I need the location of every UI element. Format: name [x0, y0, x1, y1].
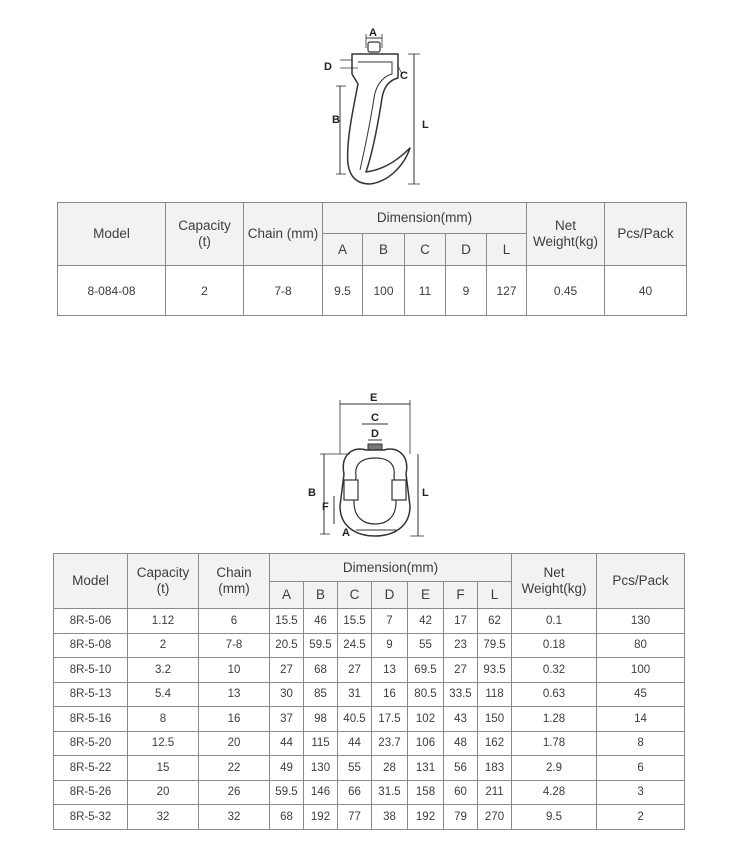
cell-capacity: 20	[128, 780, 199, 805]
header-dim-b: B	[363, 234, 405, 266]
cell-dim-d: 9	[446, 266, 487, 316]
cell-dim-a: 9.5	[323, 266, 363, 316]
cell-dim-b: 68	[304, 658, 338, 683]
link-table-body	[54, 609, 685, 830]
cell-dim-d: 28	[372, 756, 408, 781]
cell-chain: 10	[199, 658, 270, 683]
table-row	[54, 682, 685, 707]
cell-net-weight: 0.45	[527, 266, 605, 316]
table-row	[54, 731, 685, 756]
cell-dim-l: 118	[478, 682, 512, 707]
table-row	[54, 780, 685, 805]
header-dim-a: A	[323, 234, 363, 266]
cell-dim-e: 102	[408, 707, 444, 732]
header-capacity: Capacity (t)	[128, 554, 199, 609]
cell-pcs-pack: 8	[597, 731, 685, 756]
link-spec-table	[53, 553, 685, 830]
cell-dim-a: 59.5	[270, 780, 304, 805]
header-dim-a: A	[270, 582, 304, 609]
cell-net-weight: 0.32	[512, 658, 597, 683]
cell-dim-a: 27	[270, 658, 304, 683]
dim-label-c2: C	[371, 412, 379, 424]
table-row	[54, 633, 685, 658]
cell-dim-l: 62	[478, 609, 512, 634]
cell-dim-b: 192	[304, 805, 338, 830]
dim-label-l2: L	[422, 487, 429, 499]
cell-dim-b: 46	[304, 609, 338, 634]
header-dim-c: C	[338, 582, 372, 609]
cell-capacity: 5.4	[128, 682, 199, 707]
cell-dim-f: 33.5	[444, 682, 478, 707]
dim-label-l: L	[422, 119, 429, 131]
cell-dim-a: 49	[270, 756, 304, 781]
cell-dim-b: 98	[304, 707, 338, 732]
dim-label-a: A	[369, 27, 377, 39]
cell-dim-e: 158	[408, 780, 444, 805]
header-net-weight: Net Weight(kg)	[527, 203, 605, 266]
cell-dim-c: 15.5	[338, 609, 372, 634]
header-dim-b: B	[304, 582, 338, 609]
dim-label-b: B	[332, 114, 340, 126]
cell-dim-f: 56	[444, 756, 478, 781]
header-dim-c: C	[405, 234, 446, 266]
cell-pcs-pack: 3	[597, 780, 685, 805]
cell-dim-e: 80.5	[408, 682, 444, 707]
cell-dim-d: 13	[372, 658, 408, 683]
cell-dim-l: 93.5	[478, 658, 512, 683]
cell-pcs-pack: 100	[597, 658, 685, 683]
cell-dim-l: 150	[478, 707, 512, 732]
cell-dim-f: 17	[444, 609, 478, 634]
cell-dim-a: 68	[270, 805, 304, 830]
cell-net-weight: 9.5	[512, 805, 597, 830]
dim-label-e: E	[370, 392, 378, 404]
header-chain: Chain (mm)	[244, 203, 323, 266]
cell-chain: 26	[199, 780, 270, 805]
dim-label-c: C	[400, 70, 408, 82]
cell-dim-c: 11	[405, 266, 446, 316]
header-model: Model	[54, 554, 128, 609]
table-row	[54, 658, 685, 683]
header-dimension: Dimension(mm)	[323, 203, 527, 234]
header-dim-e: E	[408, 582, 444, 609]
cell-capacity: 2	[128, 633, 199, 658]
cell-dim-l: 211	[478, 780, 512, 805]
cell-dim-e: 131	[408, 756, 444, 781]
cell-pcs-pack: 80	[597, 633, 685, 658]
cell-dim-b: 115	[304, 731, 338, 756]
header-dim-d: D	[446, 234, 487, 266]
cell-capacity: 1.12	[128, 609, 199, 634]
cell-dim-b: 130	[304, 756, 338, 781]
cell-model: 8R-5-22	[54, 756, 128, 781]
cell-model: 8R-5-26	[54, 780, 128, 805]
dim-label-b2: B	[308, 487, 316, 499]
cell-dim-f: 60	[444, 780, 478, 805]
cell-chain: 32	[199, 805, 270, 830]
cell-dim-b: 146	[304, 780, 338, 805]
cell-dim-c: 24.5	[338, 633, 372, 658]
cell-chain: 6	[199, 609, 270, 634]
cell-pcs-pack: 40	[605, 266, 687, 316]
cell-dim-a: 37	[270, 707, 304, 732]
dim-label-a2: A	[342, 527, 350, 539]
cell-dim-c: 55	[338, 756, 372, 781]
dim-label-f: F	[322, 501, 329, 513]
cell-net-weight: 1.78	[512, 731, 597, 756]
table-row	[54, 756, 685, 781]
cell-chain: 20	[199, 731, 270, 756]
cell-dim-l: 162	[478, 731, 512, 756]
cell-dim-c: 27	[338, 658, 372, 683]
cell-net-weight: 0.63	[512, 682, 597, 707]
cell-dim-e: 42	[408, 609, 444, 634]
cell-dim-c: 40.5	[338, 707, 372, 732]
cell-dim-b: 59.5	[304, 633, 338, 658]
cell-dim-d: 23.7	[372, 731, 408, 756]
table-row	[54, 707, 685, 732]
cell-pcs-pack: 14	[597, 707, 685, 732]
header-pcs-pack: Pcs/Pack	[597, 554, 685, 609]
cell-pcs-pack: 45	[597, 682, 685, 707]
cell-dim-c: 31	[338, 682, 372, 707]
cell-chain: 22	[199, 756, 270, 781]
cell-dim-d: 17.5	[372, 707, 408, 732]
header-net-weight: Net Weight(kg)	[512, 554, 597, 609]
cell-model: 8R-5-16	[54, 707, 128, 732]
dim-label-d: D	[324, 61, 332, 73]
cell-dim-a: 20.5	[270, 633, 304, 658]
cell-capacity: 8	[128, 707, 199, 732]
cell-pcs-pack: 2	[597, 805, 685, 830]
table-row	[54, 805, 685, 830]
cell-model: 8-084-08	[58, 266, 166, 316]
header-dim-l: L	[478, 582, 512, 609]
cell-dim-d: 16	[372, 682, 408, 707]
cell-capacity: 15	[128, 756, 199, 781]
hook-diagram	[318, 24, 438, 194]
header-dim-d: D	[372, 582, 408, 609]
cell-dim-f: 43	[444, 707, 478, 732]
cell-dim-c: 66	[338, 780, 372, 805]
cell-dim-l: 270	[478, 805, 512, 830]
cell-capacity: 3.2	[128, 658, 199, 683]
cell-net-weight: 4.28	[512, 780, 597, 805]
cell-capacity: 2	[166, 266, 244, 316]
header-dim-l: L	[487, 234, 527, 266]
cell-dim-c: 44	[338, 731, 372, 756]
cell-dim-l: 183	[478, 756, 512, 781]
cell-dim-f: 27	[444, 658, 478, 683]
cell-net-weight: 0.1	[512, 609, 597, 634]
cell-net-weight: 1.28	[512, 707, 597, 732]
dim-label-d2: D	[371, 428, 379, 440]
cell-dim-a: 15.5	[270, 609, 304, 634]
cell-model: 8R-5-13	[54, 682, 128, 707]
header-dim-f: F	[444, 582, 478, 609]
cell-model: 8R-5-08	[54, 633, 128, 658]
header-dimension: Dimension(mm)	[270, 554, 512, 582]
cell-chain: 13	[199, 682, 270, 707]
hook-spec-table	[57, 202, 687, 316]
cell-net-weight: 2.9	[512, 756, 597, 781]
header-capacity: Capacity (t)	[166, 203, 244, 266]
header-chain: Chain (mm)	[199, 554, 270, 609]
cell-dim-f: 48	[444, 731, 478, 756]
cell-model: 8R-5-32	[54, 805, 128, 830]
cell-dim-d: 38	[372, 805, 408, 830]
cell-pcs-pack: 130	[597, 609, 685, 634]
header-pcs-pack: Pcs/Pack	[605, 203, 687, 266]
link-diagram	[300, 384, 440, 544]
cell-capacity: 32	[128, 805, 199, 830]
cell-pcs-pack: 6	[597, 756, 685, 781]
cell-chain: 7-8	[199, 633, 270, 658]
table-row	[54, 609, 685, 634]
cell-dim-e: 69.5	[408, 658, 444, 683]
cell-capacity: 12.5	[128, 731, 199, 756]
cell-dim-d: 7	[372, 609, 408, 634]
header-model: Model	[58, 203, 166, 266]
cell-dim-a: 30	[270, 682, 304, 707]
cell-dim-b: 100	[363, 266, 405, 316]
cell-chain: 7-8	[244, 266, 323, 316]
cell-dim-l: 79.5	[478, 633, 512, 658]
cell-model: 8R-5-20	[54, 731, 128, 756]
cell-dim-b: 85	[304, 682, 338, 707]
cell-dim-d: 31.5	[372, 780, 408, 805]
cell-dim-f: 79	[444, 805, 478, 830]
cell-dim-f: 23	[444, 633, 478, 658]
cell-net-weight: 0.18	[512, 633, 597, 658]
cell-dim-e: 106	[408, 731, 444, 756]
cell-model: 8R-5-10	[54, 658, 128, 683]
cell-dim-e: 55	[408, 633, 444, 658]
cell-dim-l: 127	[487, 266, 527, 316]
cell-chain: 16	[199, 707, 270, 732]
cell-dim-c: 77	[338, 805, 372, 830]
cell-dim-e: 192	[408, 805, 444, 830]
cell-dim-d: 9	[372, 633, 408, 658]
cell-model: 8R-5-06	[54, 609, 128, 634]
table-row	[58, 266, 687, 316]
cell-dim-a: 44	[270, 731, 304, 756]
